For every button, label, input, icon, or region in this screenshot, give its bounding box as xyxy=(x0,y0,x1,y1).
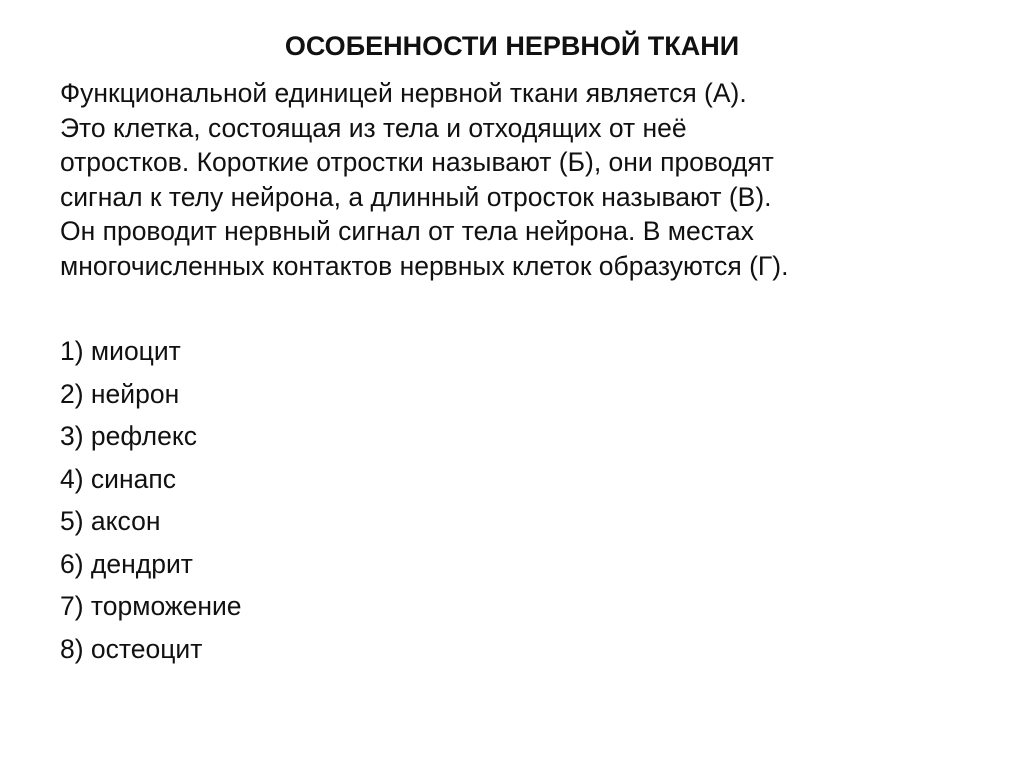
answer-option: 3) рефлекс xyxy=(60,421,197,451)
task-text-line: многочисленных контактов нервных клеток образуются (Г). xyxy=(60,250,789,281)
task-text-line: сигнал к телу нейрона, а длинный отросток называют (В). xyxy=(60,181,772,212)
slide-title: ОСОБЕННОСТИ НЕРВНОЙ ТКАНИ xyxy=(284,31,740,61)
answer-option: 4) синапс xyxy=(60,463,176,494)
answer-option: 7) торможение xyxy=(60,591,242,621)
answer-option: 1) миоцит xyxy=(60,336,181,366)
answer-option: 5) аксон xyxy=(60,506,161,536)
answer-option: 8) остеоцит xyxy=(60,633,203,664)
task-text xyxy=(60,76,980,283)
task-text-line: отростков. Короткие отростки называют (Б), они проводят xyxy=(60,147,774,177)
answer-option: 6) дендрит xyxy=(60,548,193,579)
task-text-line: Функциональной единицей нервной ткани является (А). xyxy=(60,78,747,108)
answer-option: 2) нейрон xyxy=(60,378,180,409)
task-text-line: Он проводит нервный сигнал от тела нейрона. В местах xyxy=(60,216,754,246)
task-text-line: Это клетка, состоящая из тела и отходящих от неё xyxy=(60,112,687,143)
answer-options-list xyxy=(60,330,242,670)
